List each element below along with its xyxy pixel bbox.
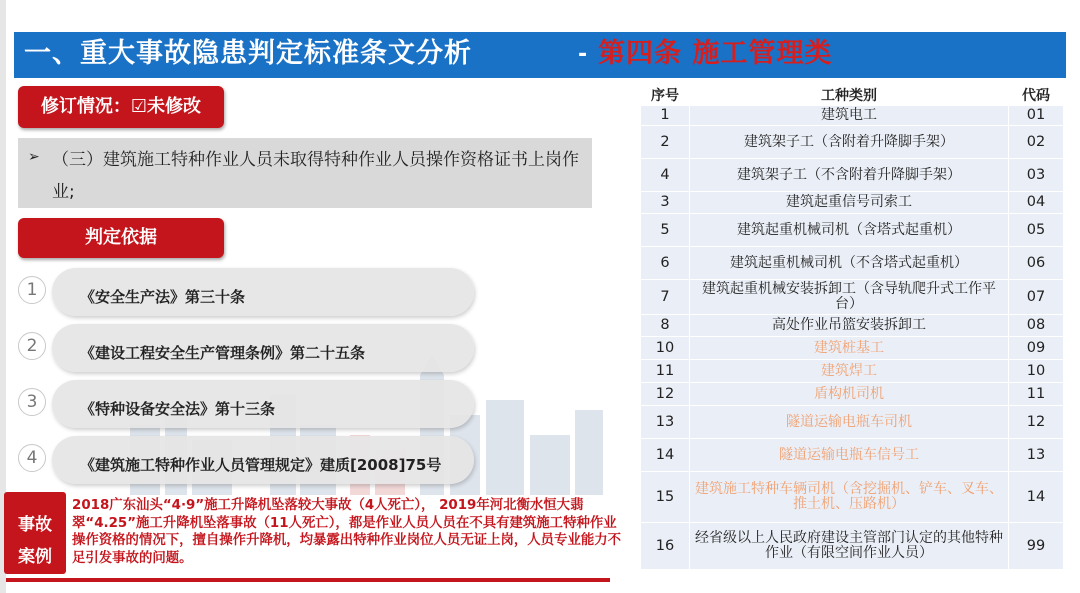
case-text-highlight: 均暴露出特种作业岗位人员无证上岗，人员专业能力不足引发事故的问题。 xyxy=(72,533,622,566)
page-title: 一、重大事故隐患判定标准条文分析 xyxy=(24,38,472,69)
table-row xyxy=(641,192,1063,213)
row-number: 13 xyxy=(641,406,689,438)
row-code: 09 xyxy=(1009,337,1063,359)
table-row xyxy=(641,106,1063,125)
table-row xyxy=(641,337,1063,359)
table-header-row xyxy=(641,85,1063,105)
case-text-plain: 2018广东汕头“4·9”施工升降机坠落较大事故（4人死亡）， 2019年河北衡水恒大翡翠“4.25”施工升降机坠落事故（11人死亡），都是作业人员人员在不具有建筑施工特种作业操作资格的情况下，擅自操作升降机， xyxy=(72,498,617,548)
row-number: 7 xyxy=(641,280,689,314)
table-row xyxy=(641,383,1063,405)
case-label-line1: 事故 xyxy=(18,515,52,535)
basis-item-number: 4 xyxy=(18,444,46,472)
row-code: 07 xyxy=(1009,280,1063,314)
table-row xyxy=(641,247,1063,279)
row-number: 12 xyxy=(641,383,689,405)
table-row xyxy=(641,439,1063,471)
row-number: 1 xyxy=(641,106,689,125)
header-number: 序号 xyxy=(641,85,689,105)
row-work-type: 隧道运输电瓶车信号工 xyxy=(690,439,1008,471)
row-number: 14 xyxy=(641,439,689,471)
row-work-type: 建筑起重机械司机（不含塔式起重机） xyxy=(690,247,1008,279)
row-number: 16 xyxy=(641,523,689,569)
table-row xyxy=(641,523,1063,569)
row-number: 10 xyxy=(641,337,689,359)
basis-item-text: 《建设工程安全生产管理条例》第二十五条 xyxy=(80,344,366,362)
table-row xyxy=(641,315,1063,336)
header-code: 代码 xyxy=(1009,85,1063,105)
basis-item-text: 《特种设备安全法》第十三条 xyxy=(80,400,276,418)
row-work-type: 高处作业吊篮安装拆卸工 xyxy=(690,315,1008,336)
case-label-line2: 案例 xyxy=(18,547,52,567)
row-code: 01 xyxy=(1009,106,1063,125)
row-code: 04 xyxy=(1009,192,1063,213)
row-number: 15 xyxy=(641,472,689,522)
row-work-type: 建筑起重机械司机（含塔式起重机） xyxy=(690,214,1008,246)
row-work-type: 隧道运输电瓶车司机 xyxy=(690,406,1008,438)
row-number: 2 xyxy=(641,126,689,158)
row-work-type: 建筑电工 xyxy=(690,106,1008,125)
row-work-type: 建筑焊工 xyxy=(690,360,1008,382)
row-work-type: 建筑起重信号司索工 xyxy=(690,192,1008,213)
basis-item-text: 《安全生产法》第三十条 xyxy=(80,288,246,306)
title-separator: - xyxy=(578,42,588,67)
row-number: 6 xyxy=(641,247,689,279)
basis-item-number: 1 xyxy=(18,276,46,304)
row-code: 05 xyxy=(1009,214,1063,246)
header-work-type: 工种类别 xyxy=(690,85,1008,105)
table-row xyxy=(641,214,1063,246)
table-row xyxy=(641,360,1063,382)
table-row xyxy=(641,280,1063,314)
basis-item-number: 3 xyxy=(18,388,46,416)
revision-status-badge: 修订情况：☑未修改 xyxy=(18,86,224,128)
row-work-type: 建筑起重机械安装拆卸工（含导轨爬升式工作平台） xyxy=(690,280,1008,314)
row-code: 08 xyxy=(1009,315,1063,336)
basis-heading: 判定依据 xyxy=(18,218,224,258)
special-work-code-table xyxy=(640,84,1064,570)
table-row xyxy=(641,472,1063,522)
case-description xyxy=(72,497,624,567)
row-code: 11 xyxy=(1009,383,1063,405)
row-work-type: 盾构机司机 xyxy=(690,383,1008,405)
table-row xyxy=(641,406,1063,438)
row-code: 14 xyxy=(1009,472,1063,522)
table-row xyxy=(641,159,1063,191)
row-work-type: 建筑施工特种车辆司机（含挖掘机、铲车、叉车、推土机、压路机） xyxy=(690,472,1008,522)
row-number: 3 xyxy=(641,192,689,213)
row-code: 13 xyxy=(1009,439,1063,471)
row-code: 03 xyxy=(1009,159,1063,191)
row-number: 5 xyxy=(641,214,689,246)
row-work-type: 经省级以上人民政府建设主管部门认定的其他特种作业（有限空间作业人员） xyxy=(690,523,1008,569)
page-subtitle: 第四条 施工管理类 xyxy=(598,38,833,69)
row-number: 4 xyxy=(641,159,689,191)
rule-text: （三）建筑施工特种作业人员未取得特种作业人员操作资格证书上岗作业; xyxy=(52,150,579,202)
row-number: 11 xyxy=(641,360,689,382)
row-work-type: 建筑架子工（含附着升降脚手架） xyxy=(690,126,1008,158)
bullet-arrow-icon: ➢ xyxy=(28,149,40,165)
row-code: 99 xyxy=(1009,523,1063,569)
basis-item-text: 《建筑施工特种作业人员管理规定》建质[2008]75号 xyxy=(80,456,442,474)
row-code: 02 xyxy=(1009,126,1063,158)
table-row xyxy=(641,126,1063,158)
row-number: 8 xyxy=(641,315,689,336)
row-code: 10 xyxy=(1009,360,1063,382)
row-work-type: 建筑架子工（不含附着升降脚手架） xyxy=(690,159,1008,191)
row-code: 12 xyxy=(1009,406,1063,438)
case-underline-bar xyxy=(6,578,610,582)
basis-item-number: 2 xyxy=(18,332,46,360)
row-work-type: 建筑桩基工 xyxy=(690,337,1008,359)
row-code: 06 xyxy=(1009,247,1063,279)
